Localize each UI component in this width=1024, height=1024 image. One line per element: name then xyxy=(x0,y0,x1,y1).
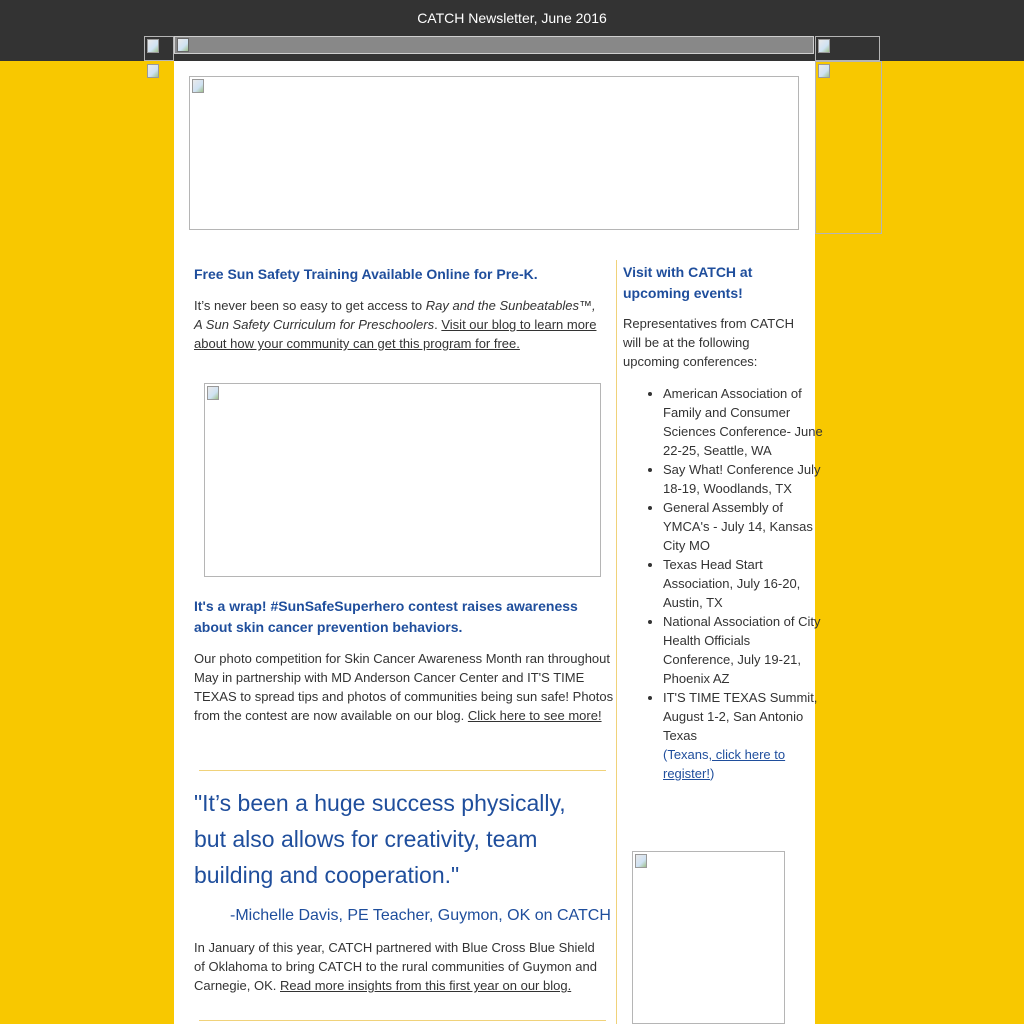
article-heading-contest: It's a wrap! #SunSafeSuperhero contest raises awareness about skin cancer prevention behaviors. xyxy=(194,598,578,635)
newsletter-title: CATCH Newsletter, June 2016 xyxy=(417,10,607,26)
register-link[interactable]: , click here to register! xyxy=(663,747,786,781)
broken-image-icon xyxy=(144,36,174,61)
register-note xyxy=(663,747,785,781)
event-text: IT'S TIME TEXAS Summit, August 1-2, San Antonio Texas xyxy=(663,690,818,743)
article-text: Our photo competition for Skin Cancer Awareness Month ran throughout May in partnership with MD Anderson Cancer Center and IT'S TIME TEXAS to spread tips and photos of communities being sun safe! Photos from the contest are now available on our blog. xyxy=(194,651,614,723)
article-text: In January of this year, CATCH partnered with Blue Cross Blue Shield of Oklahoma to bring CATCH to the rural communities of Guymon and Carnegie, OK. xyxy=(194,940,597,993)
sidebar-intro: Representatives from CATCH will be at the following upcoming conferences: xyxy=(623,316,794,369)
sidebar-heading: Visit with CATCH at upcoming events! xyxy=(623,264,753,301)
article-text-oklahoma xyxy=(194,938,606,995)
article-text-sun-safety xyxy=(194,296,606,353)
broken-image-icon xyxy=(144,61,174,81)
quote-attribution: -Michelle Davis, PE Teacher, Guymon, OK on CATCH xyxy=(230,907,611,924)
article-text: It’s never been so easy to get access to xyxy=(194,298,426,313)
curriculum-title: Ray and the Sunbeatables™, A Sun Safety Curriculum for Preschoolers xyxy=(194,298,596,332)
sidebar-image xyxy=(632,851,785,1024)
article-image xyxy=(204,383,601,577)
banner-image xyxy=(189,76,799,230)
broken-image-icon xyxy=(815,36,880,61)
side-banner-image xyxy=(815,61,882,234)
events-list xyxy=(643,384,823,783)
testimonial-quote: "It’s been a huge success physically, but also allows for creativity, team building and cooperation." xyxy=(194,790,566,888)
event-item: • Say What! Conference July 18-19, Woodlands, TX xyxy=(663,460,823,498)
header-strip-image xyxy=(174,36,814,54)
event-item: • General Assembly of YMCA's - July 14, Kansas City MO xyxy=(663,498,823,555)
event-item: • Texas Head Start Association, July 16-20, Austin, TX xyxy=(663,555,823,612)
register-open: (Texans xyxy=(663,747,709,762)
column-divider xyxy=(616,260,617,1024)
divider xyxy=(199,770,606,771)
article-heading-sun-safety: Free Sun Safety Training Available Online for Pre-K. xyxy=(194,266,538,282)
event-item: • American Association of Family and Consumer Sciences Conference- June 22-25, Seattle, WA xyxy=(663,384,823,460)
see-more-link[interactable]: Click here to see more! xyxy=(467,708,602,723)
blog-link-sun-safety[interactable]: Visit our blog to learn more about how your community can get this program for free. xyxy=(194,317,597,351)
register-close: ) xyxy=(709,766,715,781)
article-text-contest xyxy=(194,649,614,725)
divider xyxy=(199,1020,606,1021)
event-item: • National Association of City Health Officials Conference, July 19-21, Phoenix AZ xyxy=(663,612,823,688)
insights-link[interactable]: Read more insights from this first year on our blog. xyxy=(280,978,572,993)
event-item xyxy=(663,688,823,783)
article-text: . xyxy=(434,317,442,332)
